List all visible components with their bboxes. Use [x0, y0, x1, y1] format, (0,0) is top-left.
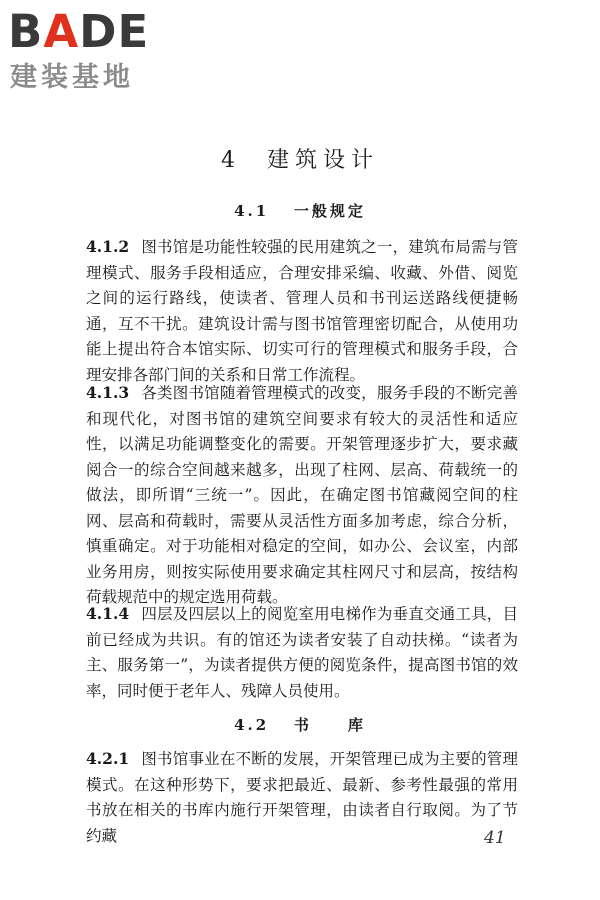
clause-number: 4.1.2 [86, 237, 130, 256]
clause-text: 图书馆是功能性较强的民用建筑之一，建筑布局需与管理模式、服务手段相适应，合理安排采编、收藏、外借、阅览之间的运行路线，使读者、管理人员和书刊运送路线便捷畅通，互不干扰。建筑设计需与图书馆管理密切配合，从使用功能上提出符合本馆实际、切实可行的管理模式和服务手段，合理安排各部门间的关系和日常工作流程。 [86, 238, 518, 384]
logo-wordmark: BADE [8, 5, 150, 58]
clause-paragraph [86, 601, 518, 704]
section-number: 4.2 [234, 716, 270, 734]
clause-number: 4.1.3 [86, 383, 130, 402]
chapter-title [0, 146, 600, 176]
clause-paragraph [86, 234, 518, 388]
clause-paragraph [86, 380, 518, 611]
chapter-title-text: 建筑设计 [266, 148, 379, 173]
section-number: 4.1 [234, 202, 270, 220]
section-heading [0, 200, 600, 222]
clause-number: 4.2.1 [86, 749, 130, 768]
clause-text: 各类图书馆随着管理模式的改变，服务手段的不断完善和现代化，对图书馆的建筑空间要求有较大的灵活性和适应性，以满足功能调整变化的需要。开架管理逐步扩大，要求藏阅合一的综合空间越来越多，出现了柱网、层高、荷载统一的做法，即所谓“三统一”。因此，在确定图书馆藏阅空间的柱网、层高和荷载时，需要从灵活性方面多加考虑，综合分析，慎重确定。对于功能相对稳定的空间，如办公、会议室，内部业务用房，则按实际使用要求确定其柱网尺寸和层高，按结构荷载规范中的规定选用荷载。 [86, 384, 518, 606]
section-heading [0, 714, 600, 736]
clause-number: 4.1.4 [86, 604, 130, 623]
logo-accent-letter: A [43, 5, 80, 58]
clause-text: 四层及四层以上的阅览室用电梯作为垂直交通工具，目前已经成为共识。有的馆还为读者安装了自动扶梯。“读者为主、服务第一”，为读者提供方便的阅览条件，提高图书馆的效率，同时便于老年人、残障人员使用。 [86, 605, 518, 700]
logo [8, 6, 178, 98]
logo-tagline: 建装基地 [10, 62, 134, 93]
clause-text: 图书馆事业在不断的发展，开架管理已成为主要的管理模式。在这种形势下，要求把最近、最新、参考性最强的常用书放在相关的书库内施行开架管理，由读者自行取阅。为了节约藏 [86, 750, 518, 845]
section-title-text: 书 库 [293, 716, 366, 734]
page-number: 41 [484, 828, 506, 848]
section-title-text: 一般规定 [293, 202, 366, 220]
clause-paragraph [86, 746, 518, 849]
chapter-number: 4 [220, 148, 241, 173]
